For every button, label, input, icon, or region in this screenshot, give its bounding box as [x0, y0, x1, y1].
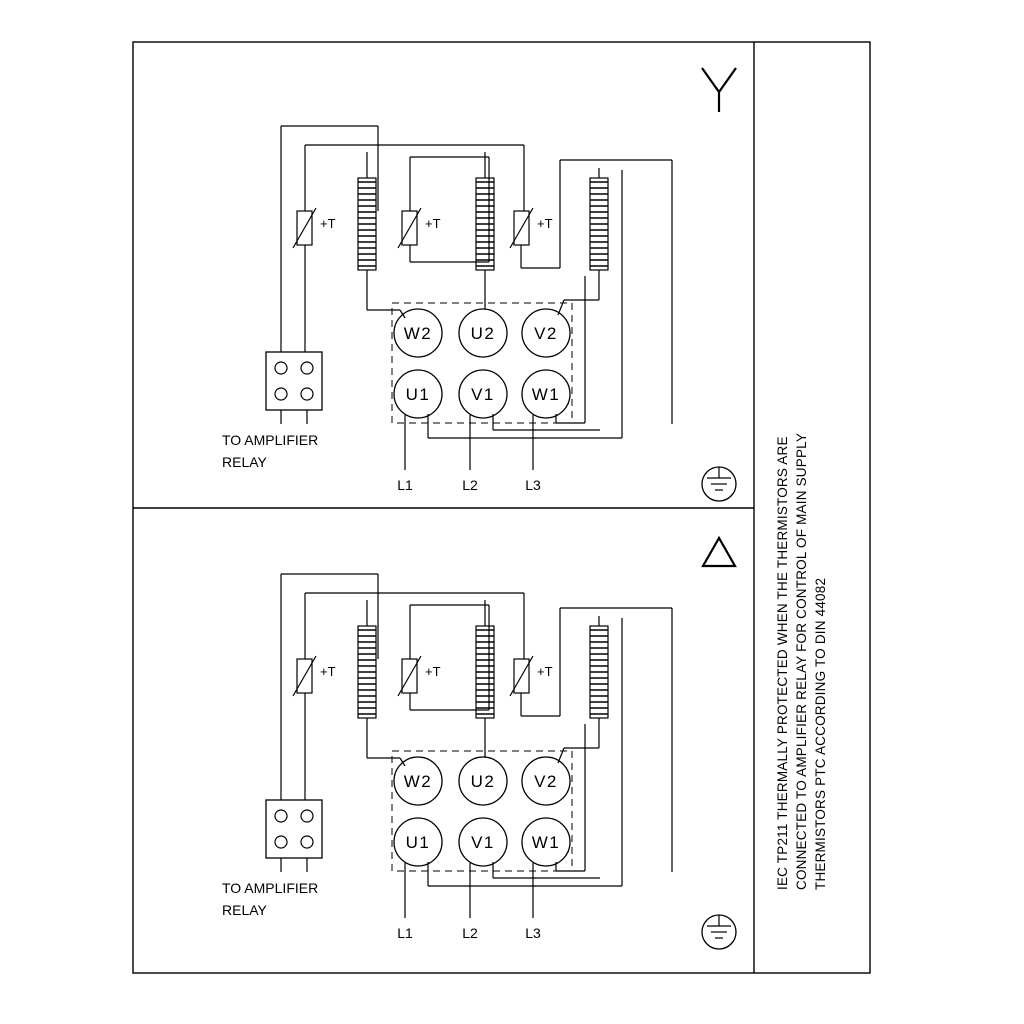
terminal-label-v1-delta: V1 [471, 833, 495, 852]
winding-coils-star [358, 178, 608, 270]
panel-delta [222, 538, 736, 949]
phase-label-l1-star: L1 [397, 477, 413, 493]
note-line-1: IEC TP211 THERMALLY PROTECTED WHEN THE THERMISTORS ARE [775, 436, 790, 890]
terminal-label-u2-star: U2 [470, 324, 496, 343]
phase-label-l1-delta: L1 [397, 925, 413, 941]
side-note [775, 433, 828, 890]
thermistor-label-2-star: +T [425, 216, 441, 231]
terminal-label-v2-star: V2 [534, 324, 558, 343]
terminal-label-w1-delta: W1 [531, 833, 561, 852]
thermistor-label-1-star: +T [320, 216, 336, 231]
thermistor-label-1-delta: +T [320, 664, 336, 679]
terminal-label-v2-delta: V2 [534, 772, 558, 791]
delta-triangle-symbol [703, 538, 735, 566]
terminal-label-u1-star: U1 [405, 385, 431, 404]
terminal-label-u1-delta: U1 [405, 833, 431, 852]
phase-label-l2-delta: L2 [462, 925, 478, 941]
note-line-3: THERMISTORS PTC ACCORDING TO DIN 44082 [813, 577, 828, 890]
panel-star [222, 68, 736, 501]
note-line-2: CONNECTED TO AMPLIFIER RELAY FOR CONTROL OF MAIN SUPPLY [794, 432, 809, 890]
phase-label-l3-star: L3 [525, 477, 541, 493]
phase-label-l2-star: L2 [462, 477, 478, 493]
terminal-label-w2-delta: W2 [403, 772, 433, 791]
thermistor-label-3-star: +T [537, 216, 553, 231]
amplifier-label-line2-star: RELAY [222, 454, 267, 470]
amplifier-terminal-block-star [266, 352, 322, 424]
thermistor-label-2-delta: +T [425, 664, 441, 679]
terminal-label-u2-delta: U2 [470, 772, 496, 791]
terminal-label-v1-star: V1 [471, 385, 495, 404]
earth-ground-symbol-delta [702, 915, 736, 949]
earth-ground-symbol-star [702, 467, 736, 501]
phase-label-l3-delta: L3 [525, 925, 541, 941]
winding-coils-delta [358, 626, 608, 718]
thermistor-label-3-delta: +T [537, 664, 553, 679]
terminal-label-w2-star: W2 [403, 324, 433, 343]
terminal-label-w1-star: W1 [531, 385, 561, 404]
amplifier-label-line2-delta: RELAY [222, 902, 267, 918]
amplifier-terminal-block-delta [266, 800, 322, 872]
amplifier-label-line1-delta: TO AMPLIFIER [222, 880, 319, 896]
star-wye-symbol [702, 68, 736, 112]
amplifier-label-line1-star: TO AMPLIFIER [222, 432, 319, 448]
